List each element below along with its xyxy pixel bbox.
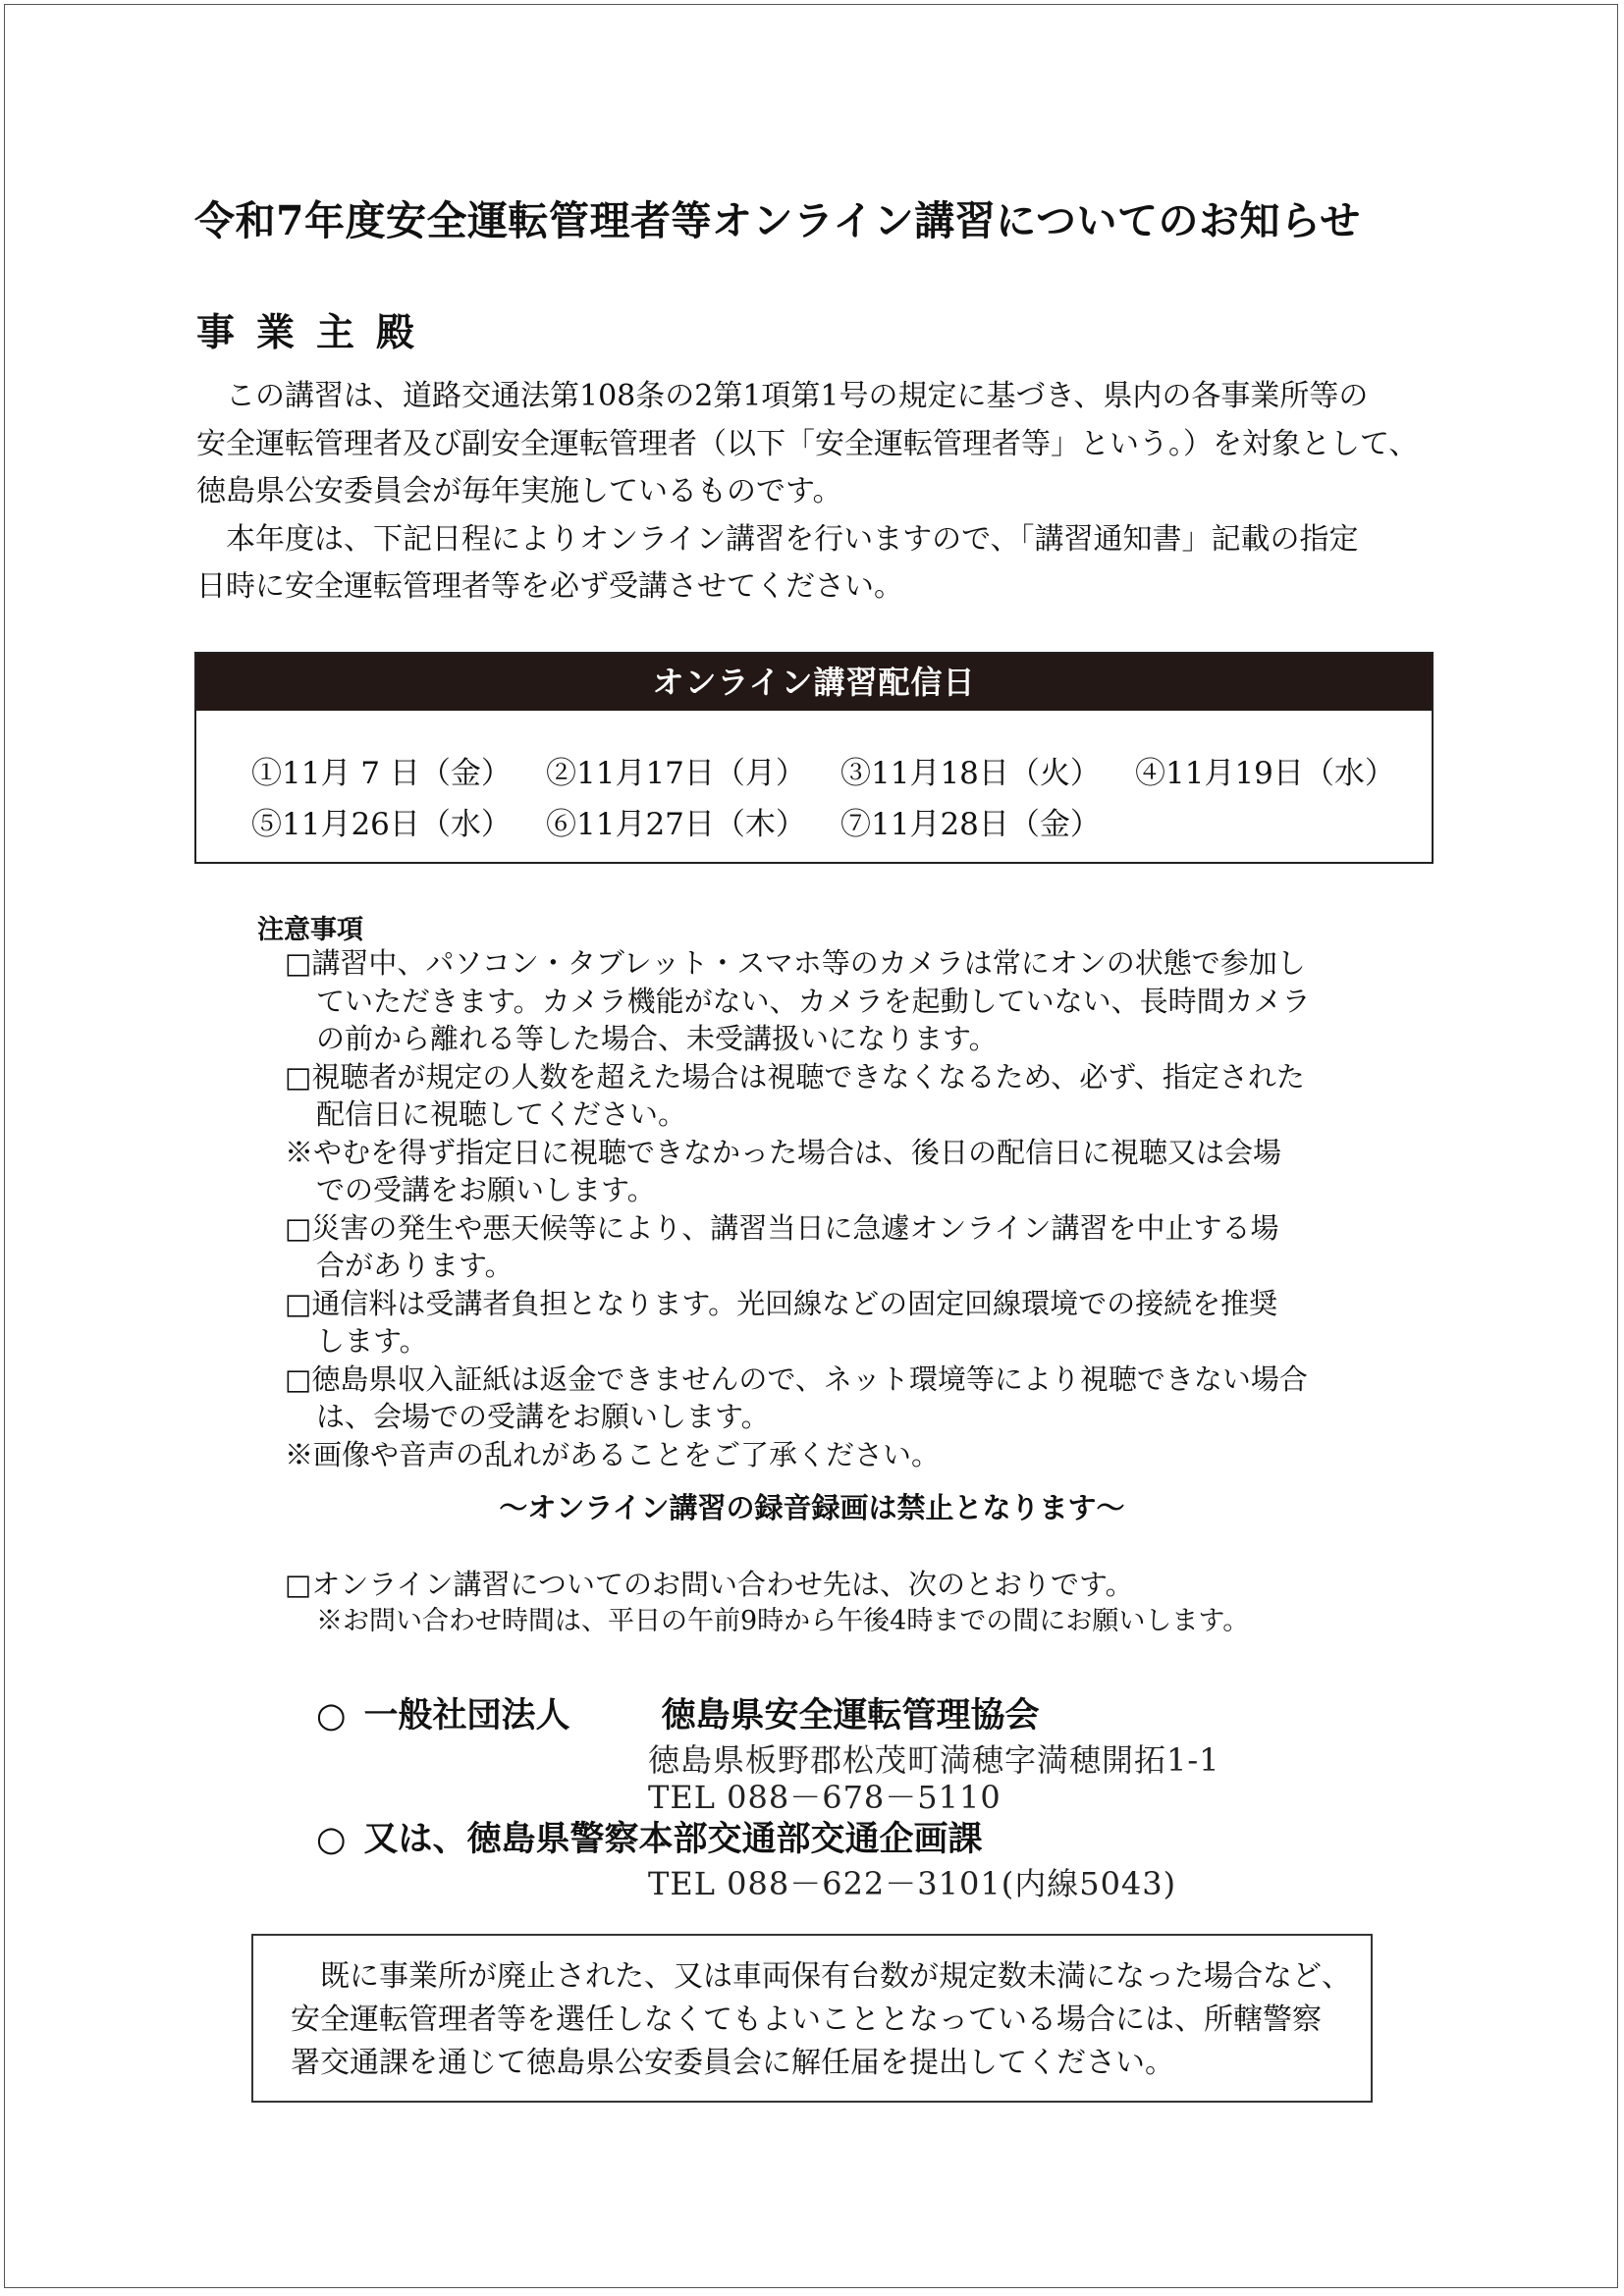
contact-intro-line: □オンライン講習についてのお問い合わせ先は、次のとおりです。 [285,1568,1134,1601]
note-line: □通信料は受講者負担となります。光回線などの固定回線環境での接続を推奨 [285,1286,1278,1320]
note-line: □徳島県収入証紙は返金できませんので、ネット環境等により視聴できない場合 [285,1362,1308,1396]
schedule-box [194,652,1434,864]
schedule-date: ①11月 7 日（金） [251,756,512,791]
schedule-dates [196,711,1432,850]
document-title: 令和7年度安全運転管理者等オンライン講習についてのお知らせ [194,197,1361,244]
no-recording-notice: ～オンライン講習の録音録画は禁止となります～ [499,1491,1125,1524]
org-type: 一般社団法人 [363,1696,570,1735]
addressee: 事業主殿 [196,310,437,355]
schedule-heading: オンライン講習配信日 [196,654,1432,711]
schedule-row [251,799,1432,850]
contact-intro [285,1566,1249,1640]
note-line: □講習中、パソコン・タブレット・スマホ等のカメラは常にオンの状態で参加し [285,946,1306,980]
schedule-date: ⑤11月26日（水） [251,807,512,842]
schedule-row [251,748,1432,799]
contact-hours: ※お問い合わせ時間は、平日の午前9時から午後4時までの間にお願いします。 [316,1606,1250,1636]
notice-line: 署交通課を通じて徳島県公安委員会に解任届を提出してください。 [291,2046,1174,2080]
schedule-date: ④11月19日（水） [1135,756,1395,791]
note-line: での受講をお願いします。 [316,1173,656,1206]
intro-paragraph [196,373,1434,612]
notes-list [285,944,1384,1473]
org-phone: TEL 088－678－5110 [648,1779,1001,1816]
contact-org-1 [316,1688,1040,1737]
notice-line: 既に事業所が廃止された、又は車両保有台数が規定数未満になった場合など、 [291,1959,1351,1994]
note-line: □災害の発生や悪天候等により、講習当日に急遽オンライン講習を中止する場 [285,1210,1279,1245]
intro-line: 日時に安全運転管理者等を必ず受講させてください。 [196,569,903,604]
schedule-date: ⑥11月27日（木） [546,807,806,842]
note-line: 配信日に視聴してください。 [316,1097,687,1131]
org-name: 徳島県安全運転管理協会 [661,1696,1040,1735]
circle-bullet-icon: ○ [316,1820,347,1859]
intro-line: この講習は、道路交通法第108条の2第1項第1号の規定に基づき、県内の各事業所等の [196,379,1369,413]
contact-org-2 [316,1812,983,1861]
schedule-date: ⑦11月28日（金） [840,807,1101,842]
note-line: ※画像や音声の乱れがあることをご了承ください。 [285,1437,941,1471]
note-line: ていただきます。カメラ機能がない、カメラを起動していない、長時間カメラ [316,984,1311,1018]
note-line: します。 [316,1324,428,1358]
note-line: □視聴者が規定の人数を超えた場合は視聴できなくなるため、必ず、指定された [285,1059,1305,1094]
notes-title: 注意事項 [257,915,363,945]
org-phone: TEL 088－622－3101(内線5043) [648,1865,1177,1902]
note-line: ※やむを得ず指定日に視聴できなかった場合は、後日の配信日に視聴又は会場 [285,1135,1282,1169]
org-name: 又は、徳島県警察本部交通部交通企画課 [363,1820,983,1859]
note-line: の前から離れる等した場合、未受講扱いになります。 [316,1022,998,1055]
intro-line: 本年度は、下記日程によりオンライン講習を行いますので、「講習通知書」記載の指定 [196,521,1359,557]
dismissal-notice-box [251,1934,1373,2103]
note-line: 合があります。 [316,1249,514,1282]
intro-line: 徳島県公安委員会が毎年実施しているものです。 [196,474,842,508]
circle-bullet-icon: ○ [316,1696,347,1735]
intro-line: 安全運転管理者及び副安全運転管理者（以下「安全運転管理者等」という。）を対象として、 [196,426,1419,461]
note-line: は、会場での受講をお願いします。 [316,1400,770,1433]
schedule-date: ②11月17日（月） [546,756,806,791]
org-address: 徳島県板野郡松茂町満穂字満穂開拓1-1 [648,1741,1220,1779]
schedule-date: ③11月18日（火） [840,756,1101,791]
notice-line: 安全運転管理者等を選任しなくてもよいこととなっている場合には、所轄警察 [291,2002,1322,2037]
